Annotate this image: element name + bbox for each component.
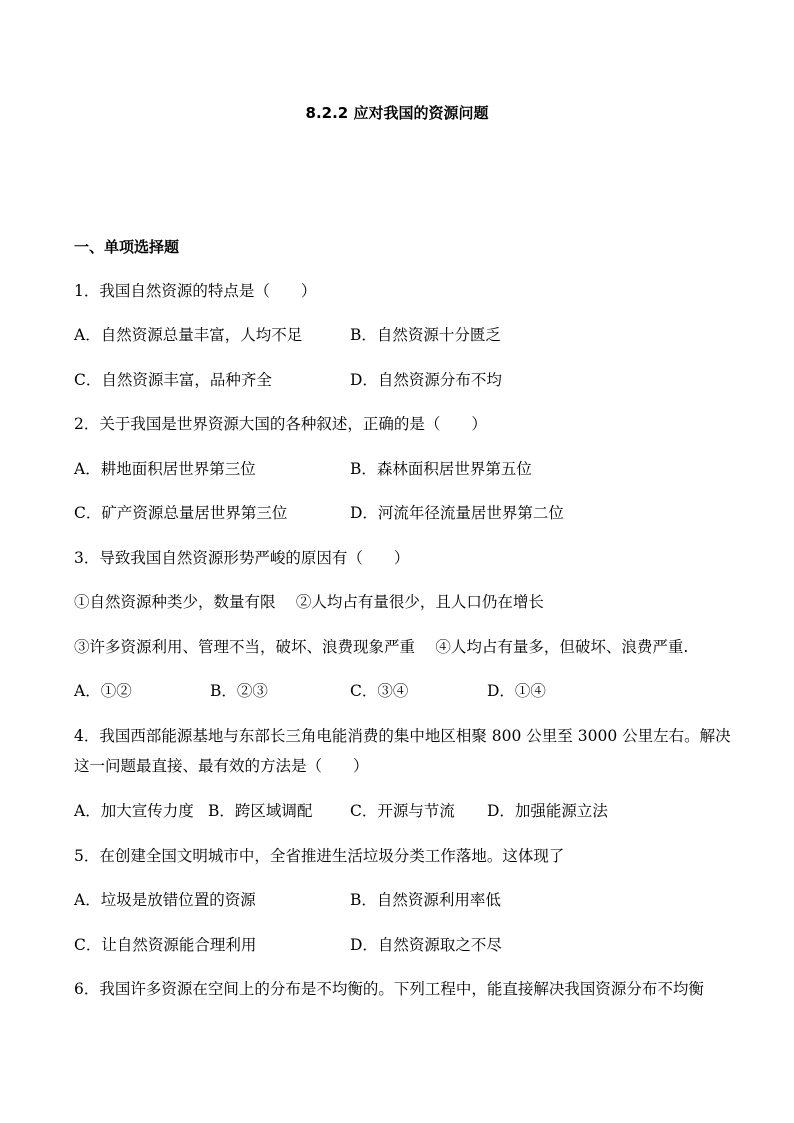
question-1-option-d: D．自然资源分布不均 [350,371,502,389]
question-3-option-c: C．③④ [350,682,409,700]
question-4-stem-line-2: 这一问题最直接、最有效的方法是（ ） [74,757,369,775]
question-3-stem: 3．导致我国自然资源形势严峻的原因有（ ） [74,549,410,567]
question-3-option-a: A．①② [74,682,132,700]
question-2-stem: 2．关于我国是世界资源大国的各种叙述，正确的是（ ） [74,415,487,433]
section-heading: 一、单项选择题 [74,238,180,256]
question-4-option-c: C．开源与节流 [350,802,455,820]
question-4-option-b: B．跨区域调配 [208,802,313,820]
question-4-option-d: D．加强能源立法 [487,802,608,820]
question-3-statements-2: ③许多资源利用、管理不当，破坏、浪费现象严重 ④人均占有量多，但破坏、浪费严重. [74,638,689,656]
question-3-statements-1: ①自然资源种类少，数量有限 ②人均占有量很少，且人口仍在增长 [74,593,544,611]
question-1-option-a: A．自然资源总量丰富，人均不足 [74,326,303,344]
question-6-stem: 6．我国许多资源在空间上的分布是不均衡的。下列工程中，能直接解决我国资源分布不均衡 [74,980,704,998]
question-5-stem: 5．在创建全国文明城市中，全省推进生活垃圾分类工作落地。这体现了 [74,847,565,865]
question-1-option-c: C．自然资源丰富，品种齐全 [74,371,272,389]
question-5-option-a: A．垃圾是放错位置的资源 [74,891,256,909]
question-2-option-a: A．耕地面积居世界第三位 [74,460,256,478]
question-1-stem: 1．我国自然资源的特点是（ ） [74,282,317,300]
question-4-option-a: A．加大宣传力度 [74,802,194,820]
question-1-option-b: B．自然资源十分匮乏 [350,326,501,344]
question-3-option-d: D．①④ [487,682,546,700]
question-2-option-c: C．矿产资源总量居世界第三位 [74,504,288,522]
question-2-option-d: D．河流年径流量居世界第二位 [350,504,564,522]
question-3-option-b: B．②③ [210,682,268,700]
page-title: 8.2.2 应对我国的资源问题 [305,104,489,122]
question-4-stem-line-1: 4．我国西部能源基地与东部长三角电能消费的集中地区相聚 800 公里至 3000 公里左右。解决 [74,727,731,745]
question-5-option-b: B．自然资源利用率低 [350,891,501,909]
question-2-option-b: B．森林面积居世界第五位 [350,460,532,478]
question-5-option-d: D．自然资源取之不尽 [350,936,502,954]
question-5-option-c: C．让自然资源能合理利用 [74,936,257,954]
